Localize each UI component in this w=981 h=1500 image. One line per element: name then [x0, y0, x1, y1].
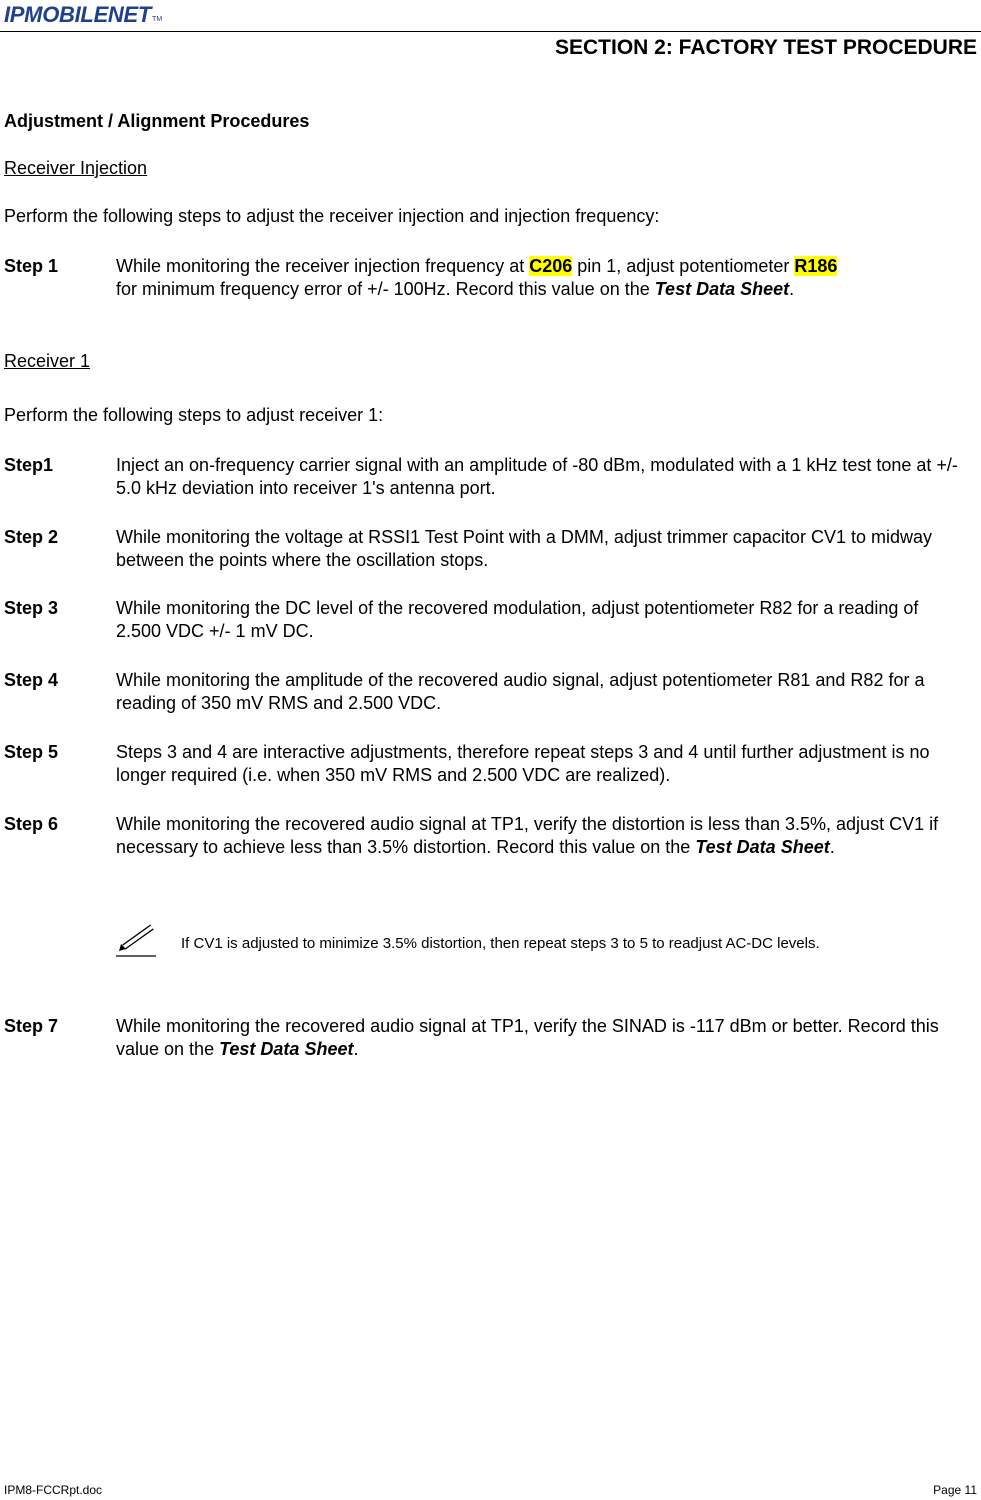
note-text: If CV1 is adjusted to minimize 3.5% distortion, then repeat steps 3 to 5 to readjust AC-DC levels. [181, 935, 820, 952]
step-text-part: While monitoring the recovered audio signal at TP1, verify the SINAD is -117 dBm or better. Record this value on the [116, 1016, 939, 1059]
step-text-part: for minimum frequency error of +/- 100Hz. Record this value on the [116, 279, 655, 299]
highlight-r186: R186 [794, 256, 838, 276]
receiver-injection-subheading: Receiver Injection [4, 158, 148, 178]
receiver-injection-intro: Perform the following steps to adjust the receiver injection and injection frequency: [4, 206, 660, 226]
step-label: Step 7 [4, 1016, 59, 1036]
test-data-sheet-ref: Test Data Sheet [219, 1039, 354, 1059]
step-text [116, 255, 966, 301]
step-text: Steps 3 and 4 are interactive adjustments, therefore repeat steps 3 and 4 until further adjustment is no longer required (i.e. when 350 mV RMS and 2.500 VDC are realized). [116, 742, 930, 785]
company-logo [4, 2, 162, 28]
step-label: Step 6 [4, 814, 59, 834]
step-text-part: While monitoring the recovered audio signal at TP1, verify the distortion is less than 3.5%, adjust CV1 if necessary to achieve less than 3.5% distortion. Record this value on the [116, 814, 939, 857]
page-heading: Adjustment / Alignment Procedures [4, 111, 310, 131]
pencil-note-icon [116, 923, 156, 957]
test-data-sheet-ref: Test Data Sheet [695, 837, 830, 857]
logo-text: IPMOBILENET [4, 2, 152, 27]
step-text-part: . [789, 279, 795, 299]
step-text-part: . [829, 837, 835, 857]
step-label: Step 5 [4, 742, 59, 762]
step-text [116, 813, 966, 859]
receiver1-intro: Perform the following steps to adjust receiver 1: [4, 405, 384, 425]
step-text-part: . [353, 1039, 359, 1059]
step-text-part: pin 1, adjust potentiometer [572, 256, 795, 276]
step-text: Inject an on-frequency carrier signal with an amplitude of -80 dBm, modulated with a 1 kHz test tone at +/- 5.0 kHz deviation into receiver 1's antenna port. [116, 455, 958, 498]
footer-filename: IPM8-FCCRpt.doc [4, 1483, 103, 1497]
step-label: Step 3 [4, 598, 59, 618]
receiver1-subheading: Receiver 1 [4, 351, 91, 371]
step-text: While monitoring the amplitude of the recovered audio signal, adjust potentiometer R81 and R82 for a reading of 350 mV RMS and 2.500 VDC. [116, 670, 925, 713]
step-text: While monitoring the voltage at RSSI1 Test Point with a DMM, adjust trimmer capacitor CV1 to midway between the points where the oscillation stops. [116, 527, 932, 570]
test-data-sheet-ref: Test Data Sheet [654, 279, 790, 299]
highlight-c206: C206 [529, 256, 573, 276]
step-text-part: While monitoring the receiver injection frequency at [116, 256, 530, 276]
step-label: Step 2 [4, 527, 59, 547]
header-rule [0, 31, 981, 32]
step-text: While monitoring the DC level of the recovered modulation, adjust potentiometer R82 for a reading of 2.500 VDC +/- 1 mV DC. [116, 598, 919, 641]
step-label: Step1 [4, 455, 54, 475]
step-text [116, 1015, 966, 1061]
logo-trademark: TM [152, 16, 163, 23]
step-label: Step 4 [4, 670, 59, 690]
section-title: SECTION 2: FACTORY TEST PROCEDURE [555, 36, 977, 59]
footer-page-number: Page 11 [933, 1483, 977, 1497]
step-label: Step 1 [4, 256, 59, 276]
